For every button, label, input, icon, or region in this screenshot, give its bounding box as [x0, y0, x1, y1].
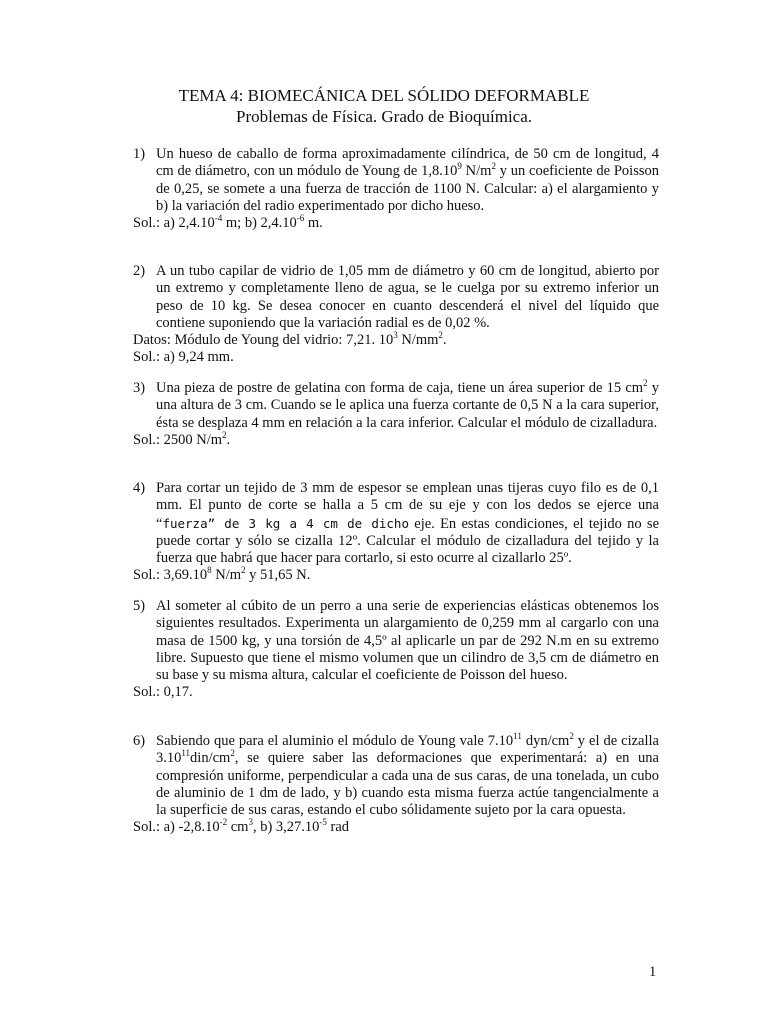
page-number: 1: [649, 964, 657, 980]
problem-solution: Sol.: a) $-2,8.10^{-2}$ $cm^3$, b) $3,27.10^{-5}$ rad: [133, 817, 350, 836]
problem-text: Para cortar un tejido de 3 mm de espesor se emplean unas tijeras cuyo filo es de 0,1 mm. El punto de corte se halla a 5 cm de su eje y con los dedos se ejerce una “fuerza” de 3 kg a 4 cm de dicho eje. En estas condiciones, el tejido no se puede cortar y sólo se cizalla 12º. Calcular el módulo de cizalladura del tejido y la fuerza que habrá que hacer para cortarlo, si esto ocurre al cizallarlo 25º.: [156, 480, 659, 567]
problem-4: [133, 480, 659, 585]
problem-solution: Sol.: 3,69.10$^8$ $N/m^2$ y 51,65 N.: [133, 565, 311, 584]
problem-text: Sabiendo que para el aluminio el módulo de Young vale 7.10$^{11}$ dyn/$cm^2$ y el de cizalla $3.10^{11}din/cm^2$, se quiere saber las deformaciones que experimentará: a) en una compresión uniforme, perpendicular a cada una de sus caras, de una tonelada, un cubo de aluminio de 1 dm de lado, y b) cuando esta misma fuerza actúe tangencialmente a la superficie de sus caras, estando el cubo sólidamente sujeto por la cara opuesta.: [156, 731, 659, 819]
problem-5: [133, 598, 659, 702]
problem-number: 6): [133, 733, 146, 749]
problem-number: 5): [133, 598, 146, 614]
page-title: TEMA 4: BIOMECÁNICA DEL SÓLIDO DEFORMABLE: [178, 86, 590, 105]
problem-number: 1): [133, 146, 146, 162]
problem-text: Una pieza de postre de gelatina con forma de caja, tiene un área superior de 15 $cm^2$ y una altura de 3 cm. Cuando se le aplica una fuerza cortante de 0,5 N a la cara superior, ésta se desplaza 4 mm en relación a la cara inferior. Calcular el módulo de cizalladura.: [156, 378, 659, 431]
problem-solution: Sol.: 2500 $N/m^2$.: [133, 429, 231, 448]
problem-solution: Sol.: a) $2,4.10^{-4}$ m; b) $2,4.10^{-6}$ m.: [133, 213, 323, 232]
problem-solution: Sol.: 0,17.: [133, 684, 193, 701]
problem-text: Al someter al cúbito de un perro a una serie de experiencias elásticas obtenemos los siguientes resultados. Experimenta un alargamiento de 0,259 mm al cargarlo con una masa de 1500 kg, y una torsión de 4,5º al aplicarle un par de 292 N.m en su extremo libre. Supuesto que tiene el mismo volumen que un cilindro de 3,5 cm de diámetro en su base y su misma altura, calcular el coeficiente de Poisson del hueso.: [156, 598, 659, 684]
problem-number: 3): [133, 380, 146, 396]
problem-text: A un tubo capilar de vidrio de 1,05 mm de diámetro y 60 cm de longitud, abierto por un extremo y completamente lleno de agua, se le cuelga por su extremo inferior un peso de 10 kg. Se desea conocer en cuanto descenderá el nivel del líquido que contiene suponiendo que la variación radial es de 0,02 %.: [156, 263, 659, 331]
problem-number: 2): [133, 263, 146, 279]
problem-1: [133, 146, 659, 232]
problem-solution: Sol.: a) 9,24 mm.: [133, 349, 234, 366]
problem-2: [133, 263, 659, 367]
problem-3: [133, 380, 659, 449]
problem-text: Un hueso de caballo de forma aproximadamente cilíndrica, de 50 cm de longitud, 4 cm de diámetro, con un módulo de Young de 1,8.10$^9$ $N/m^2$ y un coeficiente de Poisson de 0,25, se somete a una fuerza de tracción de 1100 N. Calcular: a) el alargamiento y b) la variación del radio experimentado por dicho hueso.: [156, 146, 659, 214]
page-subtitle: Problemas de Física. Grado de Bioquímica.: [235, 107, 533, 126]
problem-number: 4): [133, 480, 146, 496]
problem-data: Datos: Módulo de Young del vidrio: 7,21. $10^3$ $N/mm^2$.: [133, 330, 447, 349]
problem-6: [133, 733, 659, 837]
